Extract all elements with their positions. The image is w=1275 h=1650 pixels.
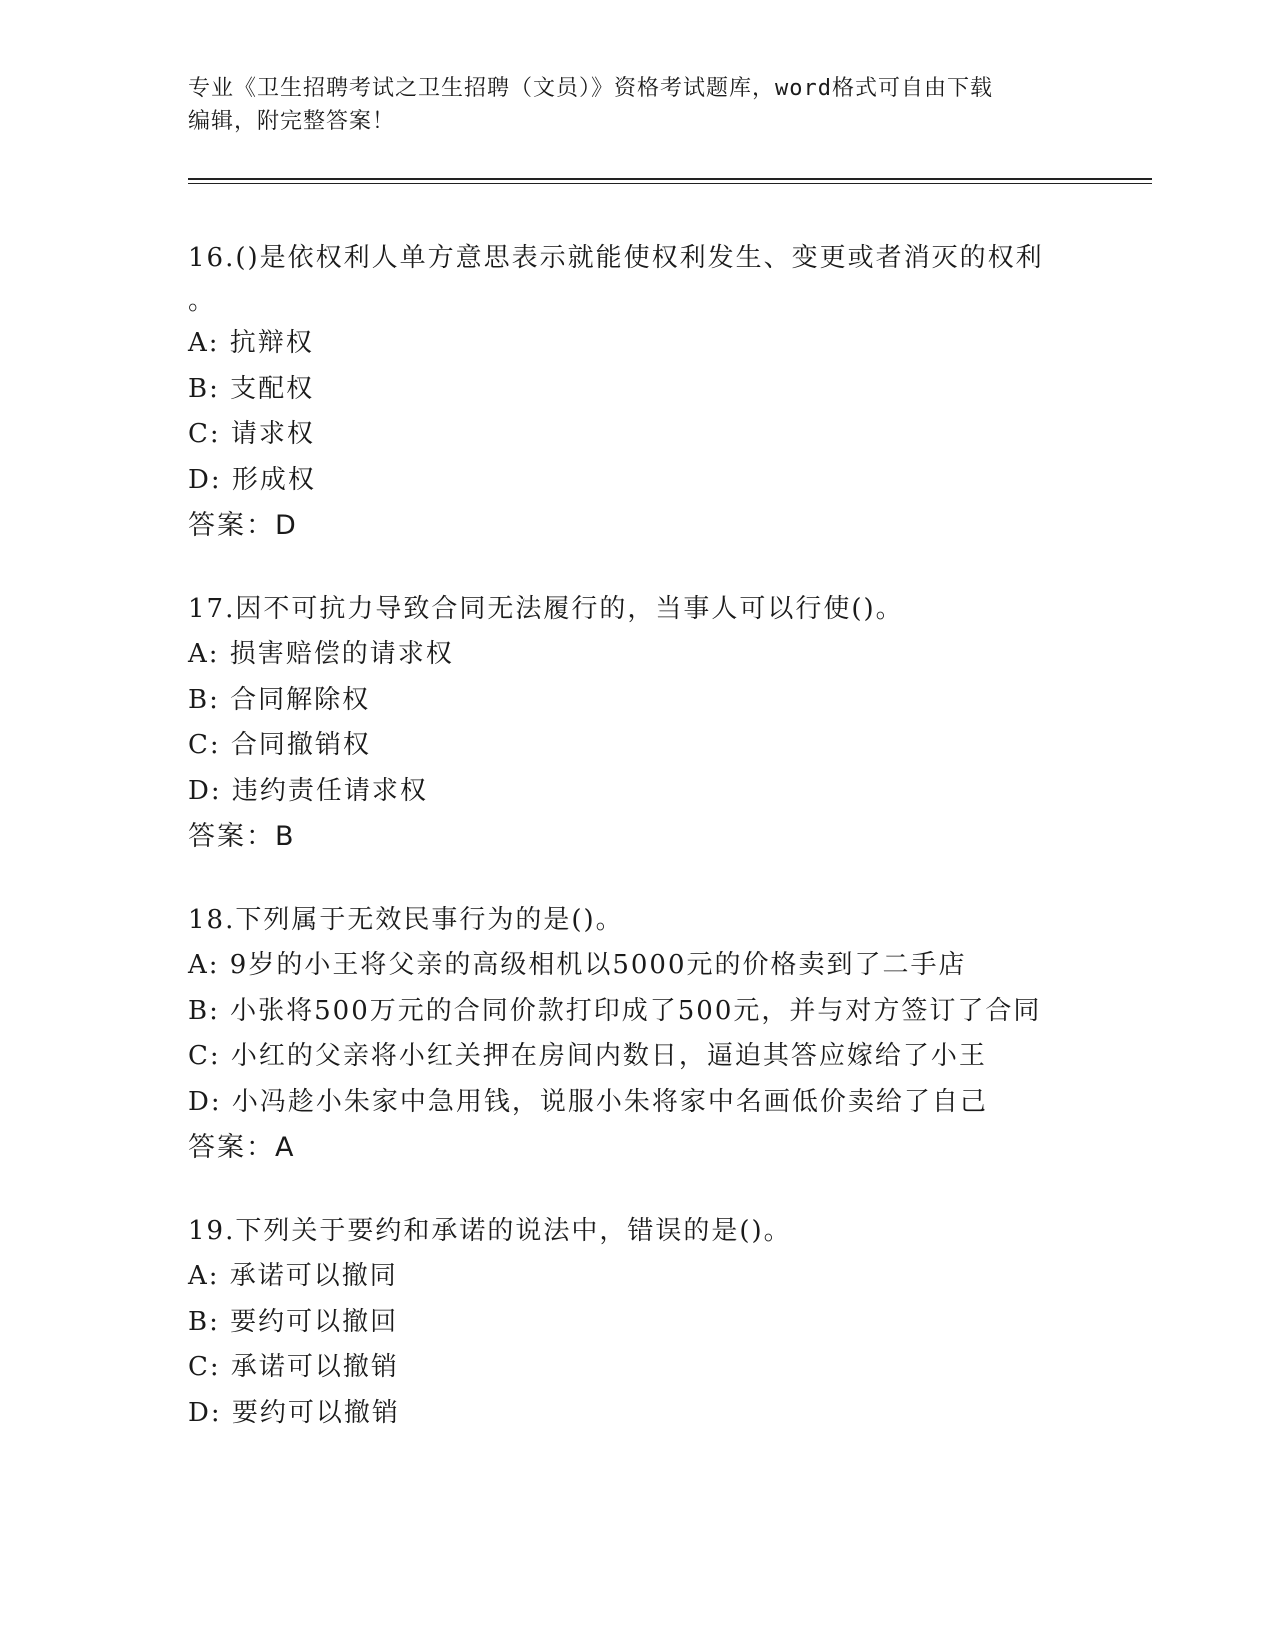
- header-line-2: 编辑，附完整答案！: [188, 109, 396, 134]
- option-a: A: 9岁的小王将父亲的高级相机以5000元的价格卖到了二手店: [188, 950, 967, 980]
- answer-line: 答案：B: [188, 821, 296, 852]
- option-c: C: 小红的父亲将小红关押在房间内数日，逼迫其答应嫁给了小王: [188, 1041, 987, 1071]
- option-b: B: 要约可以撤回: [188, 1306, 399, 1337]
- option-d: D: 形成权: [188, 464, 316, 495]
- answer-line: 答案：A: [188, 1132, 296, 1163]
- option-d: D: 小冯趁小朱家中急用钱，说服小朱将家中名画低价卖给了自己: [188, 1086, 988, 1117]
- answer-line: 答案：D: [188, 510, 298, 541]
- question-18: [188, 898, 1088, 1171]
- option-d: D: 违约责任请求权: [188, 775, 428, 806]
- option-a: A: 损害赔偿的请求权: [188, 639, 454, 669]
- question-17: [188, 587, 1088, 860]
- option-c: C: 请求权: [188, 419, 315, 449]
- option-a: A: 抗辩权: [188, 328, 314, 358]
- option-b: B: 小张将500万元的合同价款打印成了500元，并与对方签订了合同: [188, 995, 1042, 1026]
- option-b: B: 合同解除权: [188, 684, 371, 715]
- header-line-1: 专业《卫生招聘考试之卫生招聘（文员）》资格考试题库，word格式可自由下载: [188, 76, 993, 101]
- question-text: 16.()是依权利人单方意思表示就能使权利发生、变更或者消灭的权利: [188, 243, 1044, 273]
- question-16: [188, 236, 1088, 549]
- option-c: C: 合同撤销权: [188, 730, 371, 760]
- question-list: [188, 236, 1088, 1474]
- header-divider-thick: [188, 178, 1152, 180]
- option-c: C: 承诺可以撤销: [188, 1352, 399, 1382]
- question-text-continued: 。: [188, 286, 215, 316]
- option-a: A: 承诺可以撤同: [188, 1261, 398, 1291]
- document-header: [188, 72, 1088, 138]
- question-19: [188, 1209, 1088, 1436]
- option-b: B: 支配权: [188, 373, 315, 404]
- question-text: 18.下列属于无效民事行为的是()。: [188, 905, 624, 935]
- question-text: 19.下列关于要约和承诺的说法中，错误的是()。: [188, 1216, 792, 1246]
- option-d: D: 要约可以撤销: [188, 1397, 400, 1428]
- header-divider-thin: [188, 183, 1152, 184]
- question-text: 17.因不可抗力导致合同无法履行的，当事人可以行使()。: [188, 594, 904, 624]
